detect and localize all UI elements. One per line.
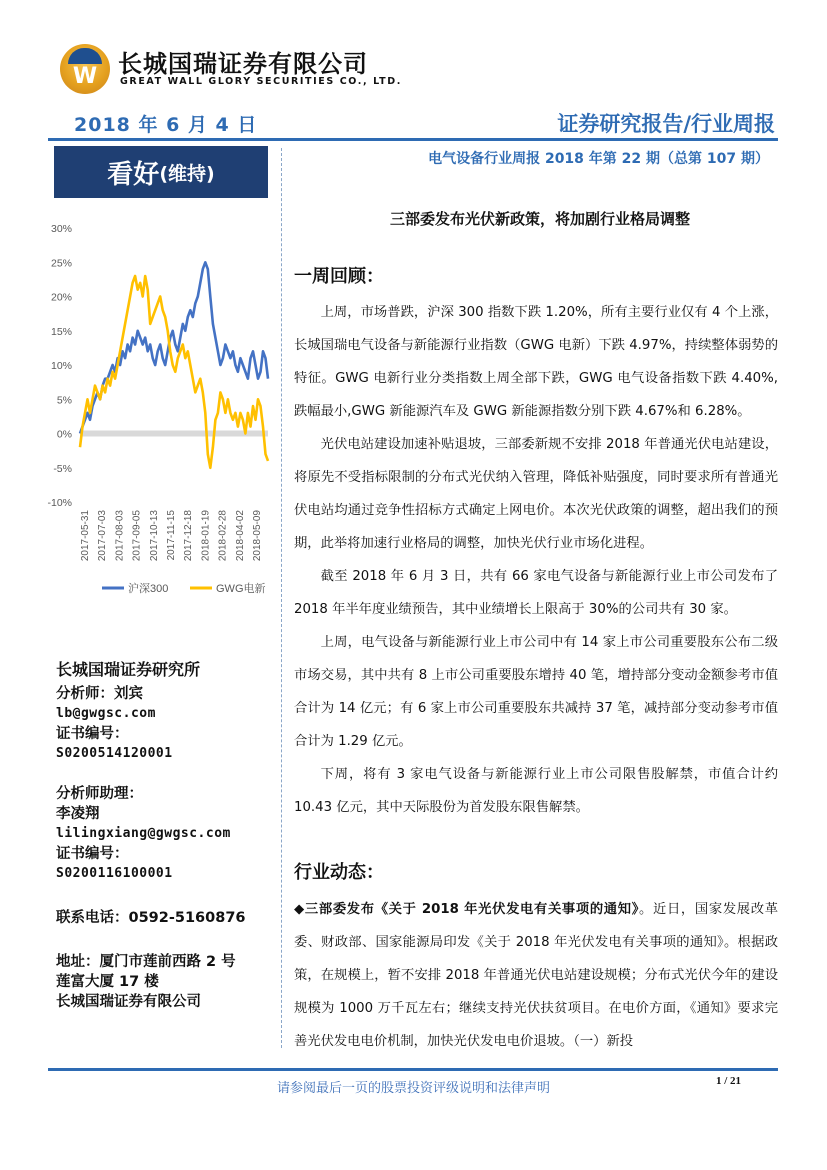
company-logo: [60, 44, 110, 94]
y-tick-label: 15%: [50, 325, 72, 338]
headline: 三部委发布光伏新政策，将加剧行业格局调整: [389, 210, 690, 228]
x-tick-label: 2017-10-13: [148, 510, 160, 562]
logo-cap: [68, 48, 102, 64]
index-performance-chart: [40, 212, 280, 604]
y-tick-label: 30%: [50, 223, 72, 235]
legend-label: GWG电新: [216, 583, 266, 595]
review-paragraph: 上周，电气设备与新能源行业上市公司中有 14 家上市公司重要股东公布二级市场交易，其中共有 8 上市公司重要股东增持 40 笔，增持部分变动金额参考市值合计为 14 亿元；有 6 家上市公司重要股东共减持 37 笔，减持部分变动参考市值合计为 1.29 亿元。: [294, 635, 778, 749]
y-tick-label: 25%: [50, 257, 72, 270]
analyst-name: 分析师：刘宾: [56, 686, 143, 702]
review-body: [294, 296, 778, 824]
x-tick-label: 2018-01-19: [200, 510, 212, 562]
section-title-news: 行业动态：: [294, 862, 384, 883]
zero-line: [80, 431, 268, 437]
logo-letter: W: [72, 64, 98, 89]
news-text: 。近日，国家发展改革委、财政部、国家能源局印发《关于 2018 年光伏发电有关事项的通知》。根据政策，在规模上，暂不安排 2018 年普通光伏电站建设规模；分布式光伏今年的建设规模为 1000 万千瓦左右；继续支持光伏扶贫项目。在电价方面，《通知》要求完善光伏发电电价机制，加快光伏发电电价退坡。（一）新投: [294, 902, 779, 1049]
analyst-email[interactable]: lb@gwgsc.com: [56, 706, 156, 721]
section-title-review: 一周回顾：: [294, 266, 384, 287]
review-paragraph: 截至 2018 年 6 月 3 日，共有 66 家电气设备与新能源行业上市公司发布了 2018 年半年度业绩预告，其中业绩增长上限高于 30%的公司共有 30 家。: [294, 569, 778, 617]
y-tick-label: 5%: [56, 394, 72, 407]
series-line-gwg: [80, 276, 268, 468]
x-tick-label: 2017-08-03: [114, 510, 126, 562]
rating-main: 看好: [107, 159, 160, 190]
series-line-hs300: [80, 262, 268, 433]
report-date: 2018 年 6 月 4 日: [74, 114, 258, 136]
x-tick-label: 2018-04-02: [234, 510, 246, 562]
institute-name: 长城国瑞证券研究所: [56, 660, 201, 679]
analyst-cert: S0200514120001: [56, 746, 173, 761]
address-line-2: 莲富大厦 17 楼: [56, 974, 159, 990]
y-tick-label: -5%: [53, 462, 72, 475]
footer-disclaimer: 请参阅最后一页的股票投资评级说明和法律声明: [276, 1081, 550, 1096]
x-tick-label: 2017-09-05: [131, 510, 143, 562]
company-name-cn: 长城国瑞证券有限公司: [118, 50, 368, 78]
contact-phone: 联系电话：0592-5160876: [56, 910, 246, 926]
news-paragraph: [294, 893, 778, 1058]
address-line-1: 地址：厦门市莲前西路 2 号: [56, 954, 236, 970]
news-lead: ◆三部委发布《关于 2018 年光伏发电有关事项的通知》: [294, 902, 640, 917]
rating-box: [54, 146, 268, 198]
y-tick-label: 10%: [50, 360, 72, 372]
x-tick-label: 2018-02-28: [217, 510, 229, 562]
address-line-3: 长城国瑞证券有限公司: [56, 994, 201, 1010]
assistant-label: 分析师助理：: [56, 786, 143, 802]
x-tick-label: 2017-12-18: [183, 510, 195, 562]
assistant-name: 李凌翔: [56, 806, 100, 822]
cert-label-2: 证书编号：: [56, 846, 129, 862]
x-tick-label: 2017-05-31: [80, 510, 91, 562]
footer-divider: [48, 1068, 778, 1071]
company-name-en: GREAT WALL GLORY SECURITIES CO., LTD.: [120, 76, 402, 87]
rating-sub: (维持): [159, 162, 215, 185]
analyst-info: [56, 656, 282, 1012]
x-tick-label: 2017-11-15: [166, 510, 177, 561]
news-body: [294, 893, 778, 1058]
y-tick-label: 20%: [50, 291, 72, 304]
review-paragraph: 下周，将有 3 家电气设备与新能源行业上市公司限售股解禁，市值合计约 10.43 亿元，其中天际股份为首发股东限售解禁。: [294, 767, 778, 815]
assistant-cert: S0200116100001: [56, 866, 173, 881]
cert-label: 证书编号：: [56, 726, 129, 742]
page-number: 1 / 21: [715, 1075, 741, 1087]
x-tick-label: 2017-07-03: [97, 510, 109, 562]
review-paragraph: 上周，市场普跌，沪深 300 指数下跌 1.20%，所有主要行业仅有 4 个上涨，长城国瑞电气设备与新能源行业指数（GWG 电新）下跌 4.97%，持续整体弱势的特征。GWG 电新行业分类指数上周全部下跌，GWG 电气设备指数下跌 4.40%,跌幅最小,GWG 新能源汽车及 GWG 新能源指数分别下跌 4.67%和 6.28%。: [294, 305, 778, 419]
report-subtitle: 电气设备行业周报 2018 年第 22 期（总第 107 期）: [428, 151, 769, 167]
review-paragraph: 光伏电站建设加速补贴退坡，三部委新规不安排 2018 年普通光伏电站建设，将原先不受指标限制的分布式光伏纳入管理，降低补贴强度，同时要求所有普通光伏电站均通过竞争性招标方式确定上网电价。本次光伏政策的调整，超出我们的预期，此举将加速行业格局的调整，加快光伏行业市场化进程。: [294, 437, 778, 551]
report-type: 证券研究报告/行业周报: [557, 112, 775, 136]
header-divider: [48, 138, 778, 141]
legend-label: 沪深300: [128, 583, 169, 595]
assistant-email[interactable]: lilingxiang@gwgsc.com: [56, 826, 231, 841]
x-tick-label: 2018-05-09: [252, 510, 263, 562]
y-tick-label: -10%: [47, 497, 72, 509]
y-tick-label: 0%: [56, 428, 72, 441]
